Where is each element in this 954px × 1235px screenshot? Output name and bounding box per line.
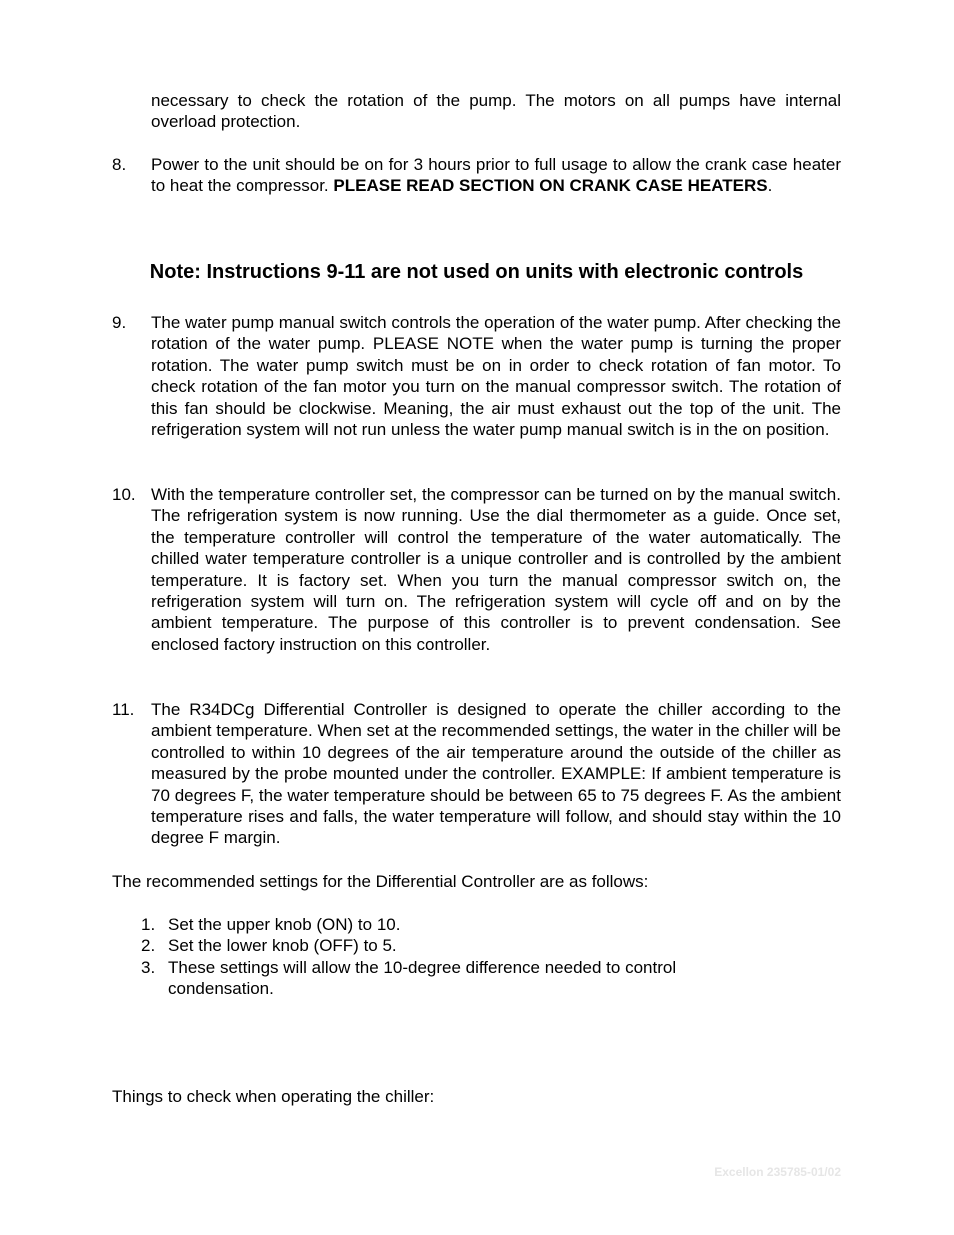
item-text: The water pump manual switch controls the operation of the water pump. After checking the rotation of the water pump. PLEASE NOTE when the water pump is turning the proper rotation. The water pump switch must be on in order to check rotation of fan motor. To check rotation of the fan motor you turn on the manual compressor switch. The rotation of this fan should be clockwise. Meaning, the air must exhaust out the top of the unit. The refrigeration system will not run unless the water pump manual switch is in the on position.	[151, 313, 841, 440]
item-number: 9.	[112, 313, 127, 332]
setting-text: Set the lower knob (OFF) to 5.	[168, 936, 397, 955]
item-text: With the temperature controller set, the compressor can be turned on by the manual switch. The refrigeration system is now running. Use the dial thermometer as a guide. Once set, the temperature controller will control the temperature of the water automatically. The chilled water temperature controller is a unique controller and is controlled by the ambient temperature. It is factory set. When you turn the manual compressor switch on, the refrigeration system will turn on. The refrigeration system will cycle off and on by the ambient temperature. The purpose of this controller is to prevent condensation. See enclosed factory instruction on this controller.	[151, 485, 841, 654]
setting-number: 3.	[141, 958, 156, 977]
setting-number: 1.	[141, 915, 156, 934]
instruction-11	[112, 699, 841, 849]
things-to-check-heading: Things to check when operating the chiller:	[112, 1087, 435, 1106]
continuation-paragraph: necessary to check the rotation of the pump. The motors on all pumps have internal overload protection.	[151, 91, 841, 132]
footer-document-id: Excellon 235785-01/02	[714, 1165, 841, 1179]
note-heading: Note: Instructions 9-11 are not used on units with electronic controls	[149, 261, 804, 283]
item-number: 8.	[112, 155, 127, 174]
item-number: 10.	[112, 485, 136, 504]
setting-number: 2.	[141, 936, 156, 955]
item-tail: .	[767, 176, 773, 196]
setting-1	[141, 914, 728, 935]
item-text: The R34DCg Differential Controller is designed to operate the chiller according to the ambient temperature. When set at the recommended settings, the water in the chiller will be controlled to within 10 degrees of the air temperature around the outside of the chiller as measured by the probe mounted under the controller. EXAMPLE: If ambient temperature is 70 degrees F, the water temperature should be between 65 to 75 degrees F. As the ambient temperature rises and falls, the water temperature will follow, and should stay within the 10 degree F margin.	[151, 700, 841, 848]
instruction-9	[112, 312, 841, 440]
item-bold-text: PLEASE READ SECTION ON CRANK CASE HEATERS	[333, 176, 768, 196]
setting-2	[141, 935, 728, 956]
setting-3	[141, 957, 728, 1000]
setting-text: These settings will allow the 10-degree difference needed to control condensation.	[168, 958, 677, 999]
item-text: Power to the unit should be on for 3 hours prior to full usage to allow the crank case heater to heat the compressor.	[151, 155, 841, 196]
recommended-intro: The recommended settings for the Differential Controller are as follows:	[112, 872, 649, 891]
instruction-8	[112, 154, 841, 197]
setting-text: Set the upper knob (ON) to 10.	[168, 915, 401, 934]
instruction-10	[112, 484, 841, 655]
item-number: 11.	[112, 700, 135, 719]
